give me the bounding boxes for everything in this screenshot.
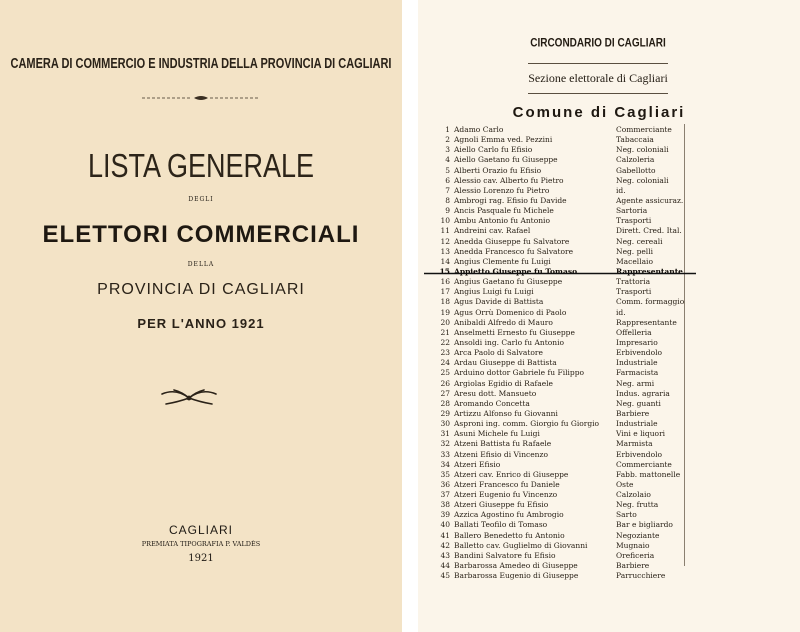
list-item	[432, 379, 792, 389]
elector-name: Andreini cav. Rafael	[454, 226, 531, 236]
elector-name: Atzeri Efisio	[454, 459, 501, 469]
entry-number: 40	[440, 520, 450, 530]
circondario-heading: CIRCONDARIO DI CAGLIARI	[530, 36, 666, 51]
list-item	[432, 135, 792, 145]
elector-name: Argiolas Egidio di Rafaele	[454, 378, 553, 388]
elector-occupation: Indus. agraria	[616, 388, 670, 398]
list-item	[432, 409, 792, 419]
elector-occupation: Industriale	[616, 358, 658, 368]
list-item	[432, 419, 792, 429]
elector-occupation: Sarto	[616, 510, 637, 520]
elector-occupation: Commerciante	[616, 125, 672, 134]
year-line: PER L'ANNO 1921	[137, 316, 265, 331]
heading-rule	[528, 63, 668, 64]
entry-number: 21	[440, 327, 450, 337]
list-item	[432, 318, 792, 328]
elector-name: Ambrogi rag. Efisio fu Davide	[454, 195, 567, 205]
list-item	[432, 125, 792, 135]
elector-name: Balletto cav. Guglielmo di Giovanni	[454, 540, 588, 550]
elector-occupation: Neg. coloniali	[616, 175, 669, 185]
elector-name: Aromando Concetta	[454, 398, 530, 408]
elector-occupation: Offelleria	[616, 327, 652, 337]
elector-name: Barbarossa Amedeo di Giuseppe	[454, 561, 578, 571]
entry-number: 39	[440, 510, 450, 520]
publication-year: 1921	[188, 553, 214, 564]
elector-name: Atzeni Battista fu Rafaele	[454, 439, 552, 449]
entry-number: 38	[440, 500, 450, 510]
entry-number: 20	[440, 317, 450, 327]
entry-number: 28	[440, 398, 450, 408]
elector-name: Anibaldi Alfredo di Mauro	[454, 317, 553, 327]
list-item	[432, 541, 792, 551]
elector-name: Arduino dottor Gabriele fu Filippo	[454, 368, 585, 378]
entry-number: 44	[440, 561, 450, 571]
entry-number: 9	[445, 206, 450, 216]
entry-number: 8	[445, 195, 450, 205]
entry-number: 27	[440, 388, 450, 398]
elector-occupation: Gabellotto	[616, 165, 656, 175]
entry-number: 45	[440, 571, 450, 581]
entry-number: 10	[440, 216, 450, 226]
list-item	[432, 206, 792, 216]
elector-occupation: Mugnaio	[616, 540, 650, 550]
entry-number: 25	[440, 368, 450, 378]
entry-number: 36	[440, 479, 450, 489]
elector-name: Asuni Michele fu Luigi	[454, 429, 540, 439]
elector-occupation: Rappresentante	[616, 317, 677, 327]
elector-occupation: Barbiere	[616, 408, 650, 418]
elector-name: Alberti Orazio fu Efisio	[454, 165, 542, 175]
list-item	[432, 166, 792, 176]
entry-number: 12	[440, 236, 450, 246]
elector-occupation: Tabaccaia	[616, 135, 654, 145]
heading-rule	[528, 93, 668, 94]
sezione-heading: Sezione elettorale di Cagliari	[528, 71, 668, 85]
word-della: DELLA	[187, 261, 215, 268]
chamber-heading: CAMERA DI COMMERCIO E INDUSTRIA DELLA PROVINCIA DI CAGLIARI	[10, 56, 392, 72]
list-item	[432, 348, 792, 358]
elector-occupation: Comm. formaggio	[616, 297, 685, 307]
entry-number: 26	[440, 378, 450, 388]
elector-name: Angius Luigi fu Luigi	[454, 287, 534, 297]
elector-occupation: Vini e liquori	[616, 429, 666, 439]
list-item	[432, 155, 792, 165]
list-item	[432, 237, 792, 247]
list-item	[432, 257, 792, 267]
elector-occupation: Trattoria	[616, 277, 651, 287]
entry-number: 32	[440, 439, 450, 449]
elector-occupation: Neg. guanti	[616, 398, 661, 408]
elector-occupation: Negoziante	[616, 530, 660, 540]
elector-name: Aiello Carlo fu Efisio	[454, 145, 533, 155]
elector-occupation: Rappresentante	[616, 266, 683, 276]
elector-occupation: Trasporti	[616, 216, 652, 226]
elector-occupation: Trasporti	[616, 287, 652, 297]
title-elettori-commerciali: ELETTORI COMMERCIALI	[42, 221, 360, 248]
elector-name: Asproni ing. comm. Giorgio fu Giorgio	[454, 419, 600, 429]
elector-name: Agus Orrù Domenico di Paolo	[454, 307, 567, 317]
elector-occupation: Fabb. mattonelle	[616, 469, 681, 479]
list-item	[432, 176, 792, 186]
elector-occupation: Erbivendolo	[616, 348, 662, 358]
electors-list-page	[418, 0, 800, 632]
entry-number: 37	[440, 490, 450, 500]
list-item	[432, 389, 792, 399]
elector-name: Aiello Gaetano fu Giuseppe	[454, 155, 558, 165]
list-item	[432, 531, 792, 541]
elector-name: Atzeni Efisio di Vincenzo	[454, 449, 548, 459]
entry-number: 29	[440, 408, 450, 418]
list-item	[432, 196, 792, 206]
elector-occupation: Farmacista	[616, 368, 659, 378]
list-item	[432, 287, 792, 297]
elector-occupation: Erbivendolo	[616, 449, 662, 459]
elector-name: Azzica Agostino fu Ambrogio	[454, 510, 564, 520]
entry-number: 19	[440, 307, 450, 317]
elector-name: Ballero Benedetto fu Antonio	[454, 530, 565, 540]
entry-number: 1	[445, 125, 450, 134]
list-item	[432, 480, 792, 490]
elector-name: Ballati Teofilo di Tomaso	[454, 520, 548, 530]
elector-name: Angius Gaetano fu Giuseppe	[454, 277, 563, 287]
elector-name: Alessio Lorenzo fu Pietro	[454, 185, 550, 195]
elector-occupation: Neg. coloniali	[616, 145, 669, 155]
elector-occupation: Agente assicuraz.	[616, 195, 684, 205]
entry-number: 43	[440, 550, 450, 560]
entry-number: 2	[445, 135, 450, 145]
title-lista-generale: LISTA GENERALE	[87, 147, 315, 185]
entry-number: 3	[445, 145, 450, 155]
list-item	[432, 247, 792, 257]
entry-number: 18	[440, 297, 450, 307]
elector-occupation: Neg. armi	[616, 378, 655, 388]
elector-occupation: Dirett. Cred. Ital.	[616, 226, 682, 236]
elector-name: Artizzu Alfonso fu Giovanni	[454, 408, 558, 418]
elector-name: Atzeri Francesco fu Daniele	[454, 479, 560, 489]
list-item	[432, 277, 792, 287]
electors-list	[432, 125, 792, 581]
entry-number: 5	[445, 165, 450, 175]
elector-name: Ardau Giuseppe di Battista	[454, 358, 557, 368]
elector-occupation: Calzolaio	[616, 490, 651, 500]
list-item	[432, 450, 792, 460]
elector-name: Atzeri Giuseppe fu Efisio	[454, 500, 549, 510]
list-item	[432, 358, 792, 368]
entry-number: 34	[440, 459, 450, 469]
elector-occupation: Calzoleria	[616, 155, 655, 165]
list-item	[432, 551, 792, 561]
printer-name: PREMIATA TIPOGRAFIA P. VALDÈS	[141, 540, 261, 548]
list-item	[432, 571, 792, 581]
entry-number: 15	[439, 266, 450, 276]
elector-name: Agnoli Emma ved. Pezzini	[454, 135, 553, 145]
elector-occupation: Neg. frutta	[616, 500, 659, 510]
elector-occupation: Parrucchiere	[616, 571, 666, 581]
list-item	[432, 226, 792, 236]
elector-name: Arca Paolo di Salvatore	[454, 348, 543, 358]
list-item	[432, 328, 792, 338]
elector-name: Ambu Antonio fu Antonio	[454, 216, 550, 226]
list-item	[432, 470, 792, 480]
entry-number: 13	[440, 246, 450, 256]
entry-number: 35	[440, 469, 450, 479]
entry-number: 17	[440, 287, 450, 297]
elector-name: Ansoldi ing. Carlo fu Antonio	[454, 337, 564, 347]
elector-name: Anselmetti Ernesto fu Giuseppe	[454, 327, 575, 337]
comune-heading: Comune di Cagliari	[512, 104, 686, 121]
list-item	[432, 338, 792, 348]
entry-number: 6	[445, 175, 450, 185]
list-item	[432, 399, 792, 409]
elector-name: Ancis Pasquale fu Michele	[454, 206, 554, 216]
elector-occupation: Commerciante	[616, 459, 672, 469]
entry-number: 24	[440, 358, 450, 368]
elector-occupation: Industriale	[616, 419, 658, 429]
elector-name: Atzeri cav. Enrico di Giuseppe	[454, 469, 569, 479]
entry-number: 16	[440, 277, 450, 287]
entry-number: 11	[440, 226, 450, 236]
elector-occupation: Sartoria	[616, 206, 648, 216]
list-item	[432, 308, 792, 318]
elector-occupation: Neg. pelli	[616, 246, 654, 256]
list-item	[432, 297, 792, 307]
list-item	[432, 490, 792, 500]
entry-number: 33	[440, 449, 450, 459]
elector-name: Bandini Salvatore fu Efisio	[454, 550, 556, 560]
entry-number: 23	[440, 348, 450, 358]
entry-number: 7	[445, 185, 450, 195]
elector-name: Angius Clemente fu Luigi	[454, 256, 551, 266]
entry-number: 4	[445, 155, 450, 165]
elector-occupation: id.	[616, 307, 626, 317]
list-item	[432, 145, 792, 155]
list-item	[432, 439, 792, 449]
elector-name: Appietto Giuseppe fu Tomaso	[454, 266, 578, 276]
elector-occupation: Oste	[616, 479, 634, 489]
highlight-underline	[424, 272, 696, 275]
elector-occupation: Impresario	[616, 337, 658, 347]
list-item	[432, 510, 792, 520]
list-item	[432, 561, 792, 571]
entry-number: 31	[440, 429, 450, 439]
elector-name: Anedda Giuseppe fu Salvatore	[454, 236, 570, 246]
list-item	[432, 216, 792, 226]
elector-occupation: Bar e bigliardo	[616, 520, 673, 530]
elector-occupation: Oreficeria	[616, 550, 655, 560]
city-name: CAGLIARI	[168, 523, 233, 537]
entry-number: 14	[440, 256, 450, 266]
list-item	[432, 429, 792, 439]
elector-name: Agus Davide di Battista	[454, 297, 544, 307]
province-line: PROVINCIA DI CAGLIARI	[97, 281, 305, 298]
entry-number: 22	[440, 337, 450, 347]
elector-occupation: Neg. cereali	[616, 236, 663, 246]
list-item	[432, 368, 792, 378]
elector-name: Atzeri Eugenio fu Vincenzo	[454, 490, 558, 500]
entry-number: 30	[440, 419, 450, 429]
elector-occupation: id.	[616, 185, 626, 195]
elector-name: Barbarossa Eugenio di Giuseppe	[454, 571, 579, 581]
list-item	[432, 520, 792, 530]
elector-occupation: Macellaio	[616, 256, 653, 266]
ornament-icon	[158, 386, 220, 408]
entry-number: 41	[440, 530, 450, 540]
word-degli: DEGLI	[188, 196, 214, 203]
decorative-divider	[142, 93, 260, 103]
elector-name: Adamo Carlo	[454, 125, 504, 134]
elector-name: Alessio cav. Alberto fu Pietro	[454, 175, 564, 185]
list-item	[432, 500, 792, 510]
elector-occupation: Barbiere	[616, 561, 650, 571]
elector-name: Anedda Francesco fu Salvatore	[454, 246, 574, 256]
elector-name: Aresu dott. Mansueto	[454, 388, 537, 398]
list-item	[432, 186, 792, 196]
entry-number: 42	[440, 540, 450, 550]
list-item	[432, 460, 792, 470]
elector-occupation: Marmista	[616, 439, 653, 449]
